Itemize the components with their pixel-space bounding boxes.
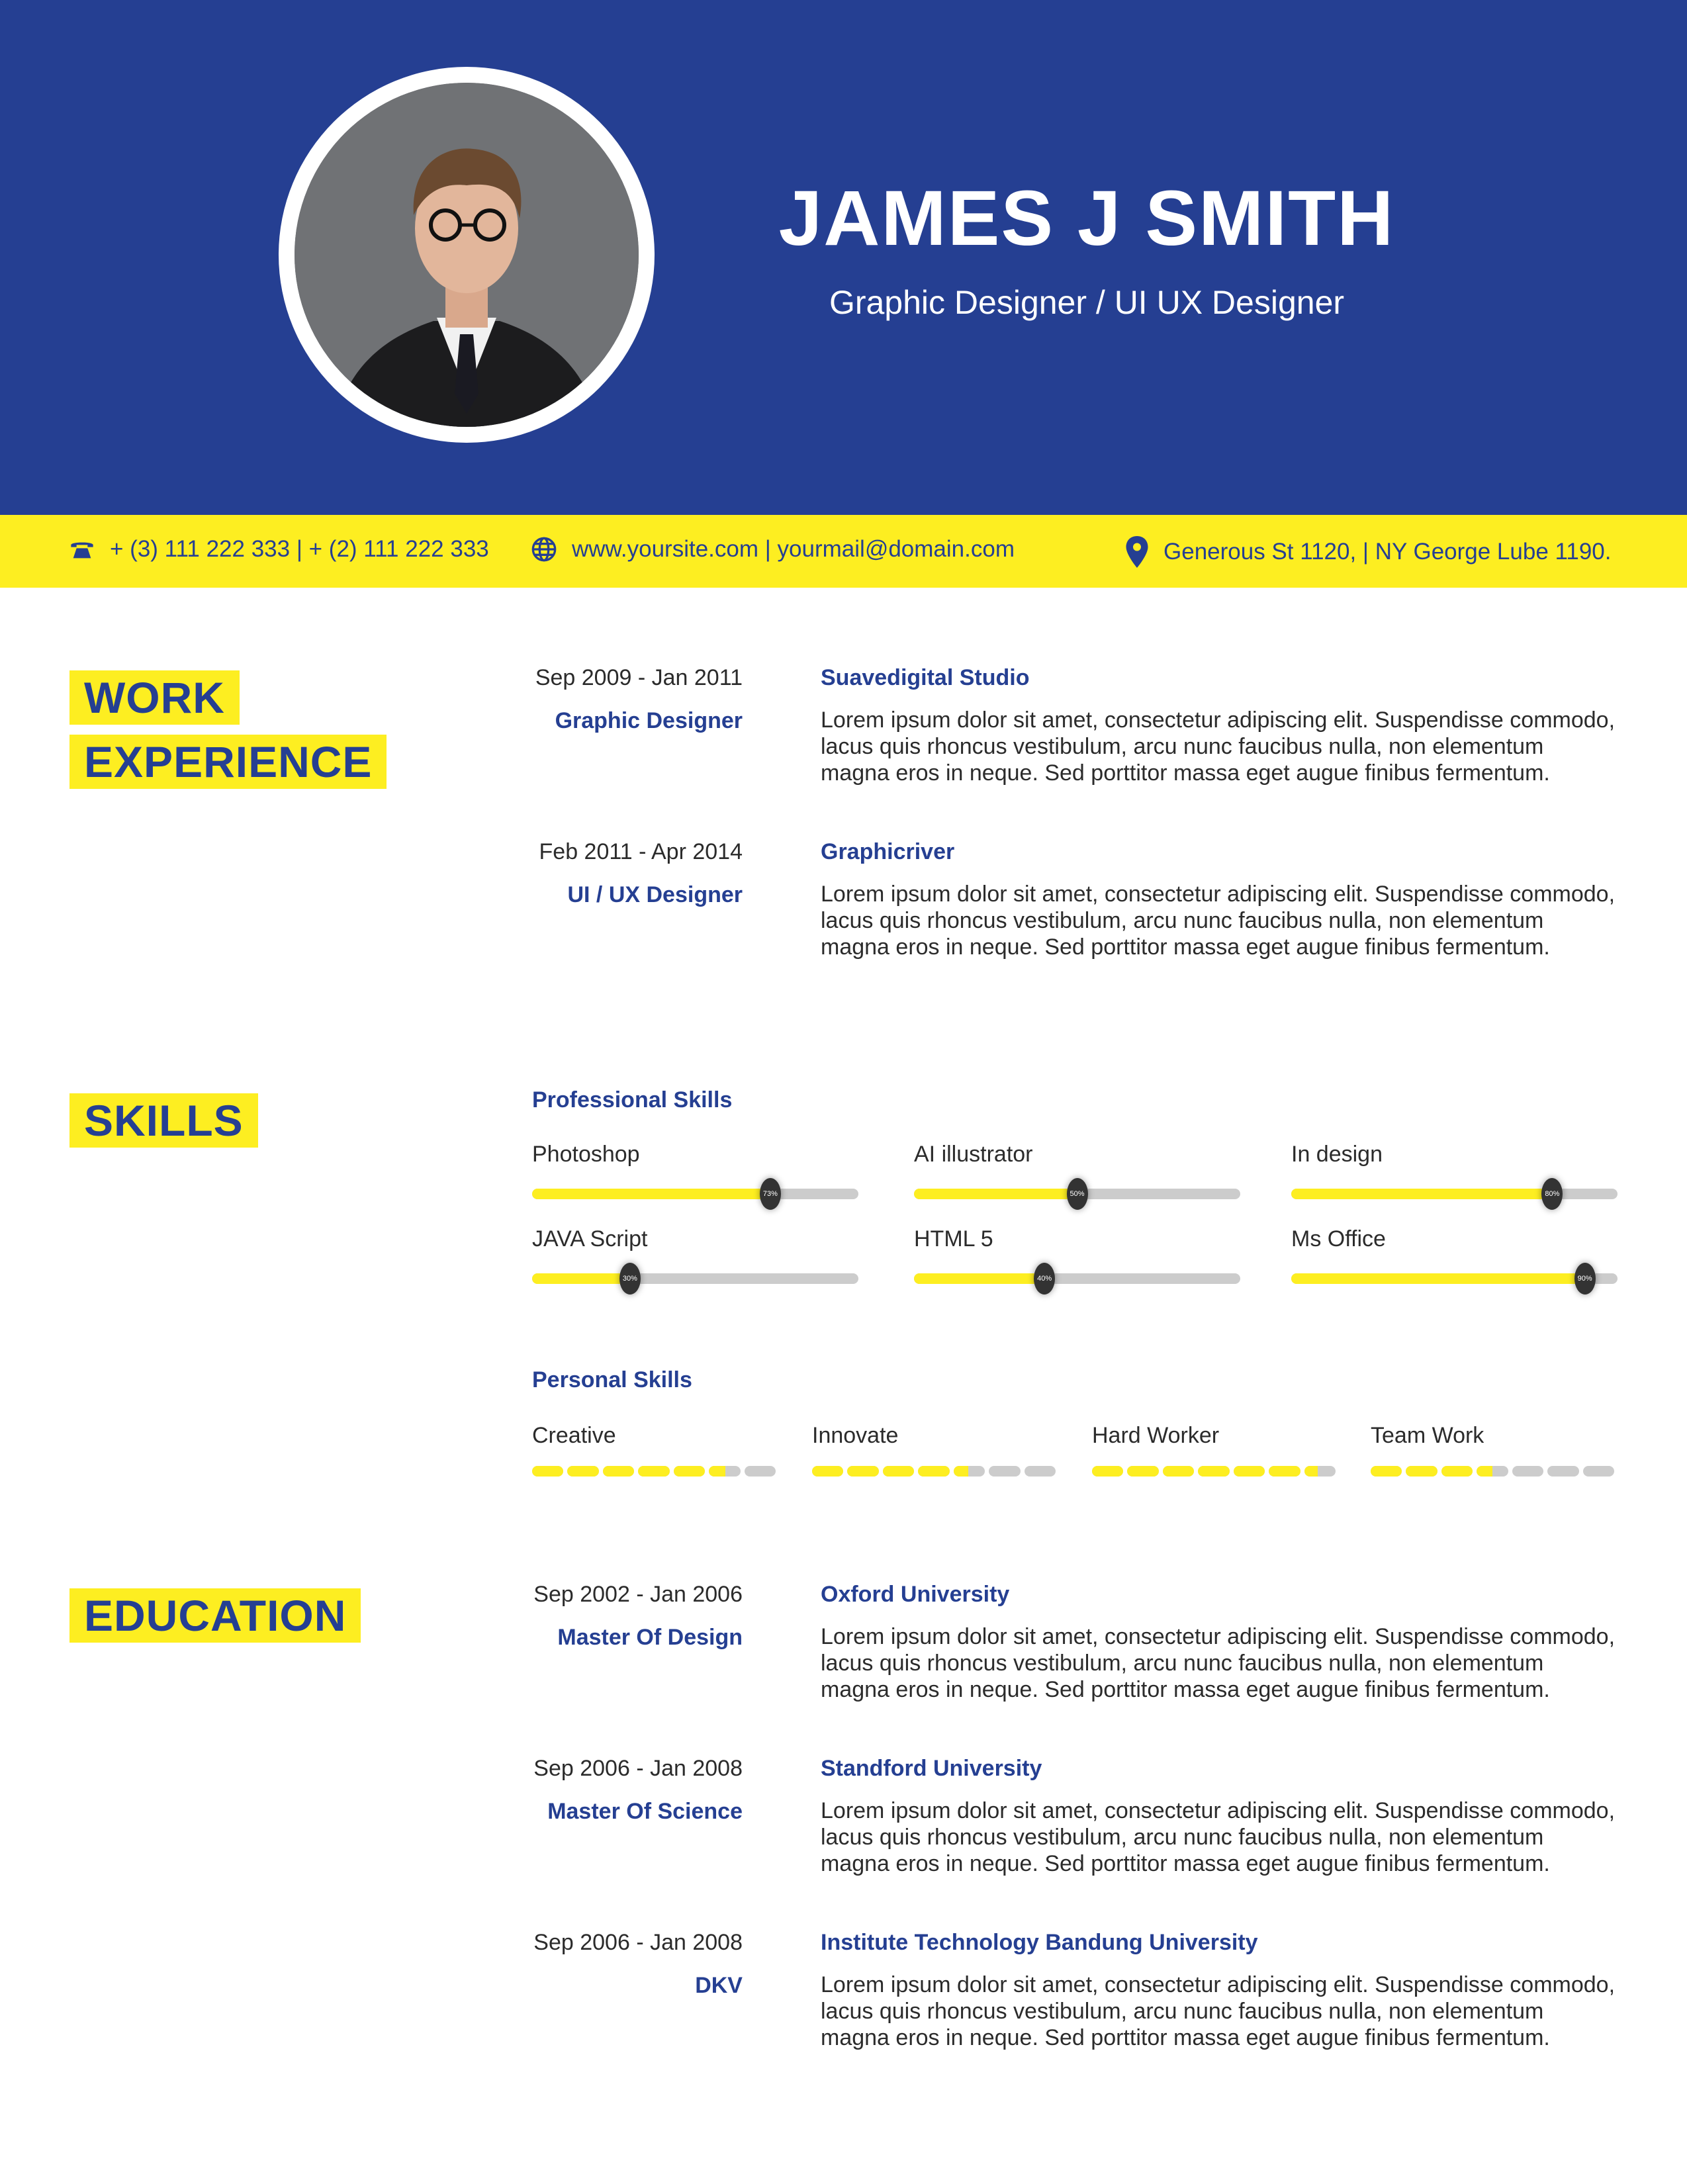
meter-segment	[1441, 1466, 1473, 1477]
skill-name: JAVA Script	[532, 1226, 648, 1251]
personal-skill-meter	[812, 1466, 1056, 1477]
meter-segment	[847, 1466, 878, 1477]
work-title-line2: EXPERIENCE	[69, 735, 387, 789]
skill-percent-knob: 80%	[1541, 1178, 1563, 1210]
contact-phone	[69, 536, 489, 563]
entry-description: Lorem ipsum dolor sit amet, consectetur adipiscing elit. Suspendisse commodo, lacus quis rhoncus vestibulum, arcu nunc faucibus nulla, non elementum magna eros in neque. Sed porttitor massa eget augue finibus fermentum.	[821, 1972, 1616, 2050]
meter-segment	[603, 1466, 634, 1477]
skill-bar-fill	[914, 1189, 1077, 1199]
skill-bar-fill	[532, 1273, 630, 1284]
entry-date: Sep 2002 - Jan 2006	[533, 1582, 743, 1607]
professional-skills-label: Professional Skills	[532, 1087, 733, 1113]
personal-skill-meter	[1371, 1466, 1614, 1477]
phone-text: + (3) 111 222 333 | + (2) 111 222 333	[110, 536, 489, 562]
skill-name: Photoshop	[532, 1142, 640, 1167]
skill-bar	[1291, 1273, 1618, 1284]
globe-icon	[531, 536, 557, 563]
entry-company: Graphicriver	[821, 839, 955, 864]
entry-company: Suavedigital Studio	[821, 665, 1030, 690]
skill-name: AI illustrator	[914, 1142, 1033, 1167]
entry-description: Lorem ipsum dolor sit amet, consectetur adipiscing elit. Suspendisse commodo, lacus quis rhoncus vestibulum, arcu nunc faucibus nulla, non elementum magna eros in neque. Sed porttitor massa eget augue finibus fermentum.	[821, 1798, 1616, 1876]
meter-segment	[812, 1466, 843, 1477]
entry-role: Master Of Design	[557, 1625, 743, 1650]
phone-icon	[69, 536, 95, 563]
personal-skill-name: Team Work	[1371, 1423, 1484, 1448]
meter-segment	[532, 1466, 563, 1477]
education-title: EDUCATION	[69, 1588, 361, 1643]
meter-segment	[1583, 1466, 1614, 1477]
entry-description: Lorem ipsum dolor sit amet, consectetur adipiscing elit. Suspendisse commodo, lacus quis rhoncus vestibulum, arcu nunc faucibus nulla, non elementum magna eros in neque. Sed porttitor massa eget augue finibus fermentum.	[821, 1624, 1616, 1702]
meter-segment	[1025, 1466, 1056, 1477]
meter-segment	[1512, 1466, 1543, 1477]
skill-name: HTML 5	[914, 1226, 993, 1251]
contact-bar	[0, 515, 1687, 588]
skill-percent-knob: 40%	[1034, 1263, 1055, 1295]
meter-segment	[883, 1466, 914, 1477]
meter-segment	[709, 1466, 740, 1477]
skill-bar	[532, 1189, 858, 1199]
meter-segment	[1092, 1466, 1123, 1477]
location-pin-icon	[1125, 536, 1149, 568]
skill-bar	[1291, 1189, 1618, 1199]
skill-bar	[914, 1273, 1240, 1284]
skill-bar-fill	[1291, 1189, 1552, 1199]
entry-description: Lorem ipsum dolor sit amet, consectetur adipiscing elit. Suspendisse commodo, lacus quis rhoncus vestibulum, arcu nunc faucibus nulla, non elementum magna eros in neque. Sed porttitor massa eget augue finibus fermentum.	[821, 882, 1616, 960]
meter-segment	[1234, 1466, 1265, 1477]
personal-skill-meter	[532, 1466, 776, 1477]
entry-date: Sep 2006 - Jan 2008	[533, 1930, 743, 1955]
meter-segment	[1127, 1466, 1158, 1477]
header-banner	[0, 0, 1687, 515]
meter-segment	[954, 1466, 985, 1477]
entry-description: Lorem ipsum dolor sit amet, consectetur adipiscing elit. Suspendisse commodo, lacus quis rhoncus vestibulum, arcu nunc faucibus nulla, non elementum magna eros in neque. Sed porttitor massa eget augue finibus fermentum.	[821, 707, 1616, 786]
entry-role: UI / UX Designer	[567, 882, 743, 907]
meter-segment	[1477, 1466, 1508, 1477]
skill-percent-knob: 30%	[619, 1263, 641, 1295]
entry-date: Feb 2011 - Apr 2014	[539, 839, 743, 864]
skill-bar	[914, 1189, 1240, 1199]
skill-name: In design	[1291, 1142, 1383, 1167]
skill-bar	[532, 1273, 858, 1284]
meter-segment	[1198, 1466, 1229, 1477]
skill-name: Ms Office	[1291, 1226, 1386, 1251]
entry-role: Graphic Designer	[555, 708, 743, 733]
web-email-text: www.yoursite.com | yourmail@domain.com	[572, 536, 1015, 562]
meter-segment	[989, 1466, 1020, 1477]
meter-segment	[1406, 1466, 1437, 1477]
meter-segment	[1371, 1466, 1402, 1477]
personal-skills-label: Personal Skills	[532, 1367, 692, 1392]
meter-segment	[674, 1466, 705, 1477]
contact-address	[1125, 536, 1612, 568]
personal-skill-name: Creative	[532, 1423, 616, 1448]
meter-segment	[1547, 1466, 1578, 1477]
candidate-title: Graphic Designer / UI UX Designer	[829, 284, 1345, 321]
skill-percent-knob: 73%	[760, 1178, 781, 1210]
skill-bar-fill	[914, 1273, 1044, 1284]
meter-segment	[745, 1466, 776, 1477]
skill-bar-fill	[532, 1189, 770, 1199]
personal-skill-name: Innovate	[812, 1423, 899, 1448]
candidate-name: JAMES J SMITH	[778, 175, 1395, 262]
profile-photo	[279, 67, 655, 443]
personal-skill-meter	[1092, 1466, 1336, 1477]
meter-segment	[918, 1466, 949, 1477]
entry-date: Sep 2009 - Jan 2011	[535, 665, 743, 690]
meter-segment	[1163, 1466, 1194, 1477]
entry-role: DKV	[695, 1973, 743, 1998]
entry-company: Institute Technology Bandung University	[821, 1930, 1258, 1955]
skill-bar-fill	[1291, 1273, 1585, 1284]
skill-percent-knob: 50%	[1067, 1178, 1088, 1210]
personal-skill-name: Hard Worker	[1092, 1423, 1220, 1448]
entry-role: Master Of Science	[547, 1799, 743, 1824]
entry-company: Standford University	[821, 1756, 1042, 1781]
meter-segment	[567, 1466, 598, 1477]
meter-segment	[1269, 1466, 1300, 1477]
meter-segment	[638, 1466, 669, 1477]
work-title-line1: WORK	[69, 670, 240, 725]
person-portrait-icon	[295, 83, 639, 427]
entry-date: Sep 2006 - Jan 2008	[533, 1756, 743, 1781]
skill-percent-knob: 90%	[1574, 1263, 1596, 1295]
meter-segment	[1304, 1466, 1336, 1477]
contact-web	[531, 536, 1015, 563]
entry-company: Oxford University	[821, 1582, 1010, 1607]
skills-title: SKILLS	[69, 1093, 258, 1148]
address-text: Generous St 1120, | NY George Lube 1190.	[1163, 539, 1612, 565]
